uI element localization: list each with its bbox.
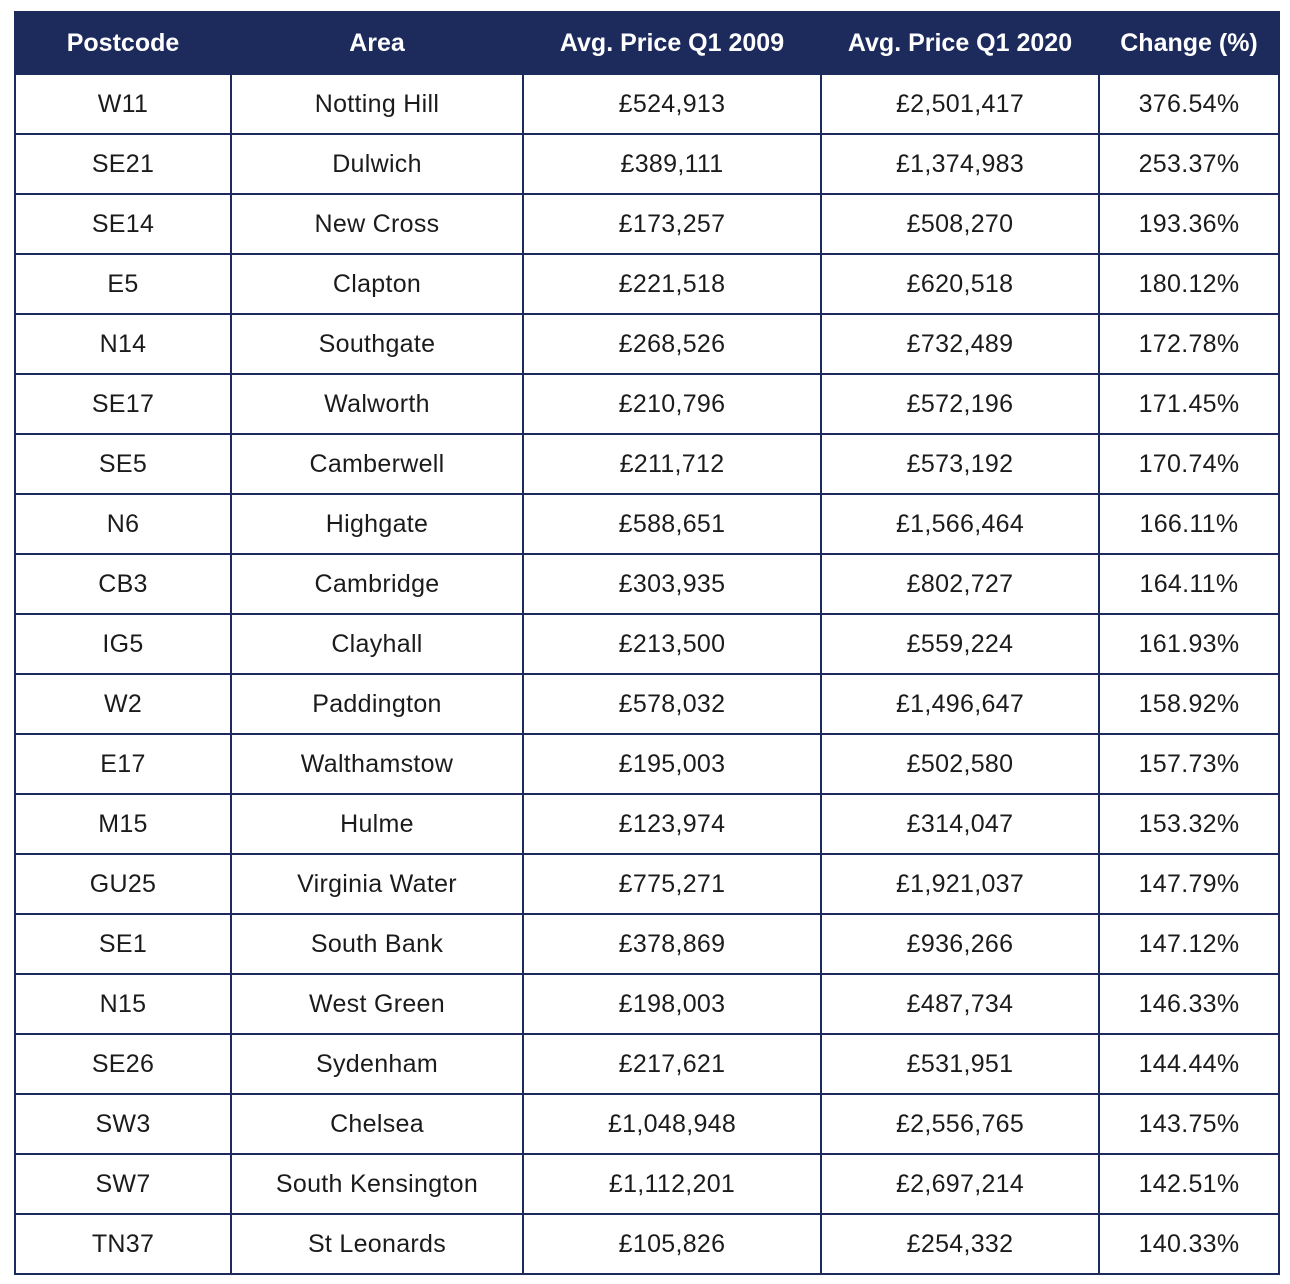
cell-avg-price-2020: £1,921,037	[821, 854, 1099, 914]
cell-postcode: GU25	[15, 854, 231, 914]
table-row	[15, 734, 1279, 794]
cell-area: South Bank	[231, 914, 523, 974]
price-change-table	[14, 11, 1280, 1275]
table-row	[15, 554, 1279, 614]
cell-change-percent: 166.11%	[1099, 494, 1279, 554]
header-postcode: Postcode	[15, 12, 231, 74]
cell-change-percent: 147.12%	[1099, 914, 1279, 974]
cell-change-percent: 164.11%	[1099, 554, 1279, 614]
cell-area: Hulme	[231, 794, 523, 854]
cell-avg-price-2009: £173,257	[523, 194, 821, 254]
cell-avg-price-2020: £2,501,417	[821, 74, 1099, 134]
cell-avg-price-2009: £210,796	[523, 374, 821, 434]
cell-change-percent: 143.75%	[1099, 1094, 1279, 1154]
table-row	[15, 1154, 1279, 1214]
cell-postcode: W2	[15, 674, 231, 734]
cell-postcode: SE5	[15, 434, 231, 494]
cell-area: South Kensington	[231, 1154, 523, 1214]
cell-avg-price-2020: £802,727	[821, 554, 1099, 614]
cell-postcode: W11	[15, 74, 231, 134]
cell-avg-price-2020: £620,518	[821, 254, 1099, 314]
cell-avg-price-2009: £524,913	[523, 74, 821, 134]
cell-change-percent: 146.33%	[1099, 974, 1279, 1034]
cell-avg-price-2009: £268,526	[523, 314, 821, 374]
cell-postcode: SE1	[15, 914, 231, 974]
table-row	[15, 374, 1279, 434]
cell-avg-price-2020: £559,224	[821, 614, 1099, 674]
table-row	[15, 794, 1279, 854]
cell-area: Sydenham	[231, 1034, 523, 1094]
cell-postcode: IG5	[15, 614, 231, 674]
cell-change-percent: 158.92%	[1099, 674, 1279, 734]
cell-change-percent: 157.73%	[1099, 734, 1279, 794]
cell-area: Virginia Water	[231, 854, 523, 914]
cell-postcode: SW3	[15, 1094, 231, 1154]
cell-avg-price-2009: £578,032	[523, 674, 821, 734]
cell-avg-price-2009: £775,271	[523, 854, 821, 914]
cell-area: Paddington	[231, 674, 523, 734]
cell-avg-price-2020: £1,496,647	[821, 674, 1099, 734]
cell-area: Walthamstow	[231, 734, 523, 794]
table-row	[15, 674, 1279, 734]
cell-change-percent: 142.51%	[1099, 1154, 1279, 1214]
cell-postcode: SE14	[15, 194, 231, 254]
cell-change-percent: 161.93%	[1099, 614, 1279, 674]
cell-avg-price-2009: £1,048,948	[523, 1094, 821, 1154]
cell-avg-price-2020: £1,566,464	[821, 494, 1099, 554]
cell-avg-price-2020: £2,556,765	[821, 1094, 1099, 1154]
cell-change-percent: 147.79%	[1099, 854, 1279, 914]
cell-area: Highgate	[231, 494, 523, 554]
cell-avg-price-2020: £573,192	[821, 434, 1099, 494]
table-row	[15, 1034, 1279, 1094]
cell-postcode: N6	[15, 494, 231, 554]
cell-area: Notting Hill	[231, 74, 523, 134]
cell-postcode: E5	[15, 254, 231, 314]
cell-avg-price-2009: £211,712	[523, 434, 821, 494]
cell-postcode: N15	[15, 974, 231, 1034]
cell-postcode: M15	[15, 794, 231, 854]
cell-change-percent: 171.45%	[1099, 374, 1279, 434]
cell-avg-price-2020: £254,332	[821, 1214, 1099, 1274]
cell-area: New Cross	[231, 194, 523, 254]
table-header	[15, 12, 1279, 74]
cell-change-percent: 376.54%	[1099, 74, 1279, 134]
cell-avg-price-2020: £314,047	[821, 794, 1099, 854]
cell-avg-price-2020: £732,489	[821, 314, 1099, 374]
cell-avg-price-2009: £123,974	[523, 794, 821, 854]
cell-avg-price-2020: £502,580	[821, 734, 1099, 794]
cell-avg-price-2020: £508,270	[821, 194, 1099, 254]
cell-avg-price-2009: £588,651	[523, 494, 821, 554]
cell-avg-price-2009: £195,003	[523, 734, 821, 794]
cell-avg-price-2009: £105,826	[523, 1214, 821, 1274]
cell-avg-price-2009: £221,518	[523, 254, 821, 314]
cell-area: West Green	[231, 974, 523, 1034]
table-row	[15, 74, 1279, 134]
cell-avg-price-2009: £217,621	[523, 1034, 821, 1094]
cell-area: Cambridge	[231, 554, 523, 614]
table-row	[15, 1214, 1279, 1274]
table-row	[15, 614, 1279, 674]
cell-change-percent: 170.74%	[1099, 434, 1279, 494]
table-body	[15, 74, 1279, 1274]
cell-area: Dulwich	[231, 134, 523, 194]
header-avg-price-2009: Avg. Price Q1 2009	[523, 12, 821, 74]
cell-avg-price-2020: £531,951	[821, 1034, 1099, 1094]
cell-area: Camberwell	[231, 434, 523, 494]
cell-change-percent: 140.33%	[1099, 1214, 1279, 1274]
table-row	[15, 854, 1279, 914]
table-row	[15, 434, 1279, 494]
cell-avg-price-2020: £487,734	[821, 974, 1099, 1034]
cell-avg-price-2009: £198,003	[523, 974, 821, 1034]
cell-change-percent: 193.36%	[1099, 194, 1279, 254]
cell-area: Chelsea	[231, 1094, 523, 1154]
cell-avg-price-2020: £1,374,983	[821, 134, 1099, 194]
cell-postcode: SE26	[15, 1034, 231, 1094]
cell-area: Walworth	[231, 374, 523, 434]
cell-postcode: SE21	[15, 134, 231, 194]
cell-avg-price-2009: £213,500	[523, 614, 821, 674]
table-row	[15, 254, 1279, 314]
table-row	[15, 494, 1279, 554]
table-row	[15, 1094, 1279, 1154]
table-row	[15, 314, 1279, 374]
table-row	[15, 914, 1279, 974]
cell-postcode: SE17	[15, 374, 231, 434]
cell-postcode: N14	[15, 314, 231, 374]
cell-avg-price-2009: £389,111	[523, 134, 821, 194]
cell-postcode: SW7	[15, 1154, 231, 1214]
price-change-table-container	[14, 11, 1278, 1275]
cell-postcode: E17	[15, 734, 231, 794]
table-row	[15, 194, 1279, 254]
cell-area: Clapton	[231, 254, 523, 314]
cell-area: Southgate	[231, 314, 523, 374]
cell-avg-price-2009: £303,935	[523, 554, 821, 614]
cell-postcode: TN37	[15, 1214, 231, 1274]
table-row	[15, 974, 1279, 1034]
header-change-percent: Change (%)	[1099, 12, 1279, 74]
cell-postcode: CB3	[15, 554, 231, 614]
cell-avg-price-2020: £572,196	[821, 374, 1099, 434]
cell-change-percent: 172.78%	[1099, 314, 1279, 374]
cell-avg-price-2020: £936,266	[821, 914, 1099, 974]
cell-change-percent: 153.32%	[1099, 794, 1279, 854]
header-row	[15, 12, 1279, 74]
cell-area: St Leonards	[231, 1214, 523, 1274]
header-area: Area	[231, 12, 523, 74]
cell-area: Clayhall	[231, 614, 523, 674]
cell-change-percent: 180.12%	[1099, 254, 1279, 314]
table-row	[15, 134, 1279, 194]
header-avg-price-2020: Avg. Price Q1 2020	[821, 12, 1099, 74]
cell-avg-price-2009: £378,869	[523, 914, 821, 974]
cell-change-percent: 253.37%	[1099, 134, 1279, 194]
cell-avg-price-2020: £2,697,214	[821, 1154, 1099, 1214]
cell-avg-price-2009: £1,112,201	[523, 1154, 821, 1214]
cell-change-percent: 144.44%	[1099, 1034, 1279, 1094]
